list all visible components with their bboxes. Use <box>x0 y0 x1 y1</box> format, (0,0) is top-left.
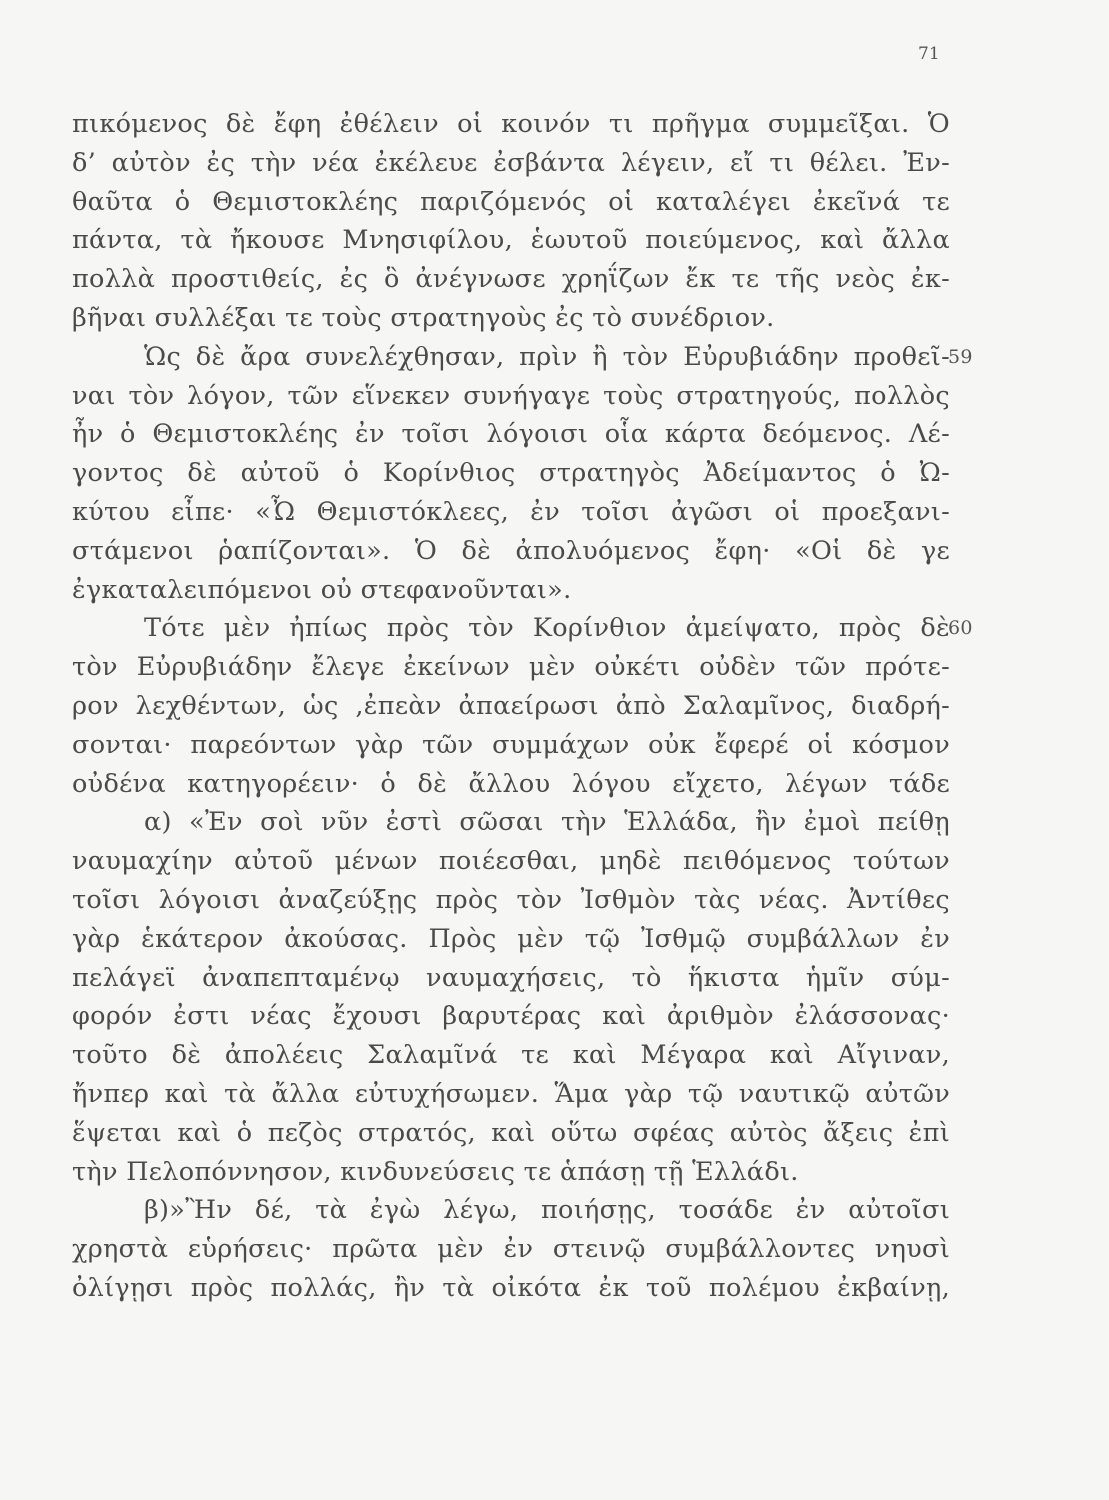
text-line <box>72 1191 950 1230</box>
text-line <box>72 842 950 881</box>
text-line-content: α) «Ἐν σοὶ νῦν ἐστὶ σῶσαι τὴν Ἑλλάδα, ἢν ἐμοὶ πείθῃ <box>144 807 950 838</box>
text-line-content: β)»Ἢν δέ, τὰ ἐγὼ λέγω, ποιήσῃς, τοσάδε ἐν αὐτοῖσι <box>144 1195 950 1226</box>
section-number: 59 <box>948 345 973 368</box>
text-line <box>72 920 950 959</box>
text-line-content: τοῖσι λόγοισι ἀναζεύξῃς πρὸς τὸν Ἰσθμὸν τὰς νέας. Ἀντίθες <box>72 884 950 915</box>
text-line <box>72 726 950 765</box>
text-line-content: πελάγεϊ ἀναπεπταμένῳ ναυμαχήσεις, τὸ ἥκιστα ἡμῖν σύμ- <box>72 962 950 993</box>
text-line-content: ἐγκαταλειπόμενοι οὐ στεφανοῦνται». <box>72 574 572 605</box>
text-line <box>72 493 950 532</box>
text-line-content: θαῦτα ὁ Θεμιστοκλέης παριζόμενός οἱ καταλέγει ἐκεῖνά τε <box>72 186 950 217</box>
text-line-content: γοντος δὲ αὐτοῦ ὁ Κορίνθιος στρατηγὸς Ἀδείμαντος ὁ Ὠ- <box>72 458 950 489</box>
text-line-content: δ’ αὐτὸν ἐς τὴν νέα ἐκέλευε ἐσβάντα λέγειν, εἴ τι θέλει. Ἐν- <box>72 147 950 178</box>
text-line-content: ναι τὸν λόγον, τῶν εἵνεκεν συνήγαγε τοὺς στρατηγούς, πολλὸς <box>72 380 950 411</box>
page-number: 71 <box>918 44 940 64</box>
text-line <box>72 687 950 726</box>
text-line <box>72 1153 950 1192</box>
text-line-content: ναυμαχίην αὐτοῦ μένων ποιέεσθαι, μηδὲ πειθόμενος τούτων <box>72 846 950 877</box>
text-line <box>72 1036 950 1075</box>
text-line-content: τοῦτο δὲ ἀπολέεις Σαλαμῖνά τε καὶ Μέγαρα καὶ Αἴγιναν, <box>72 1040 950 1071</box>
text-line <box>72 648 950 687</box>
text-line-content: Τότε μὲν ἠπίως πρὸς τὸν Κορίνθιον ἀμείψατο, πρὸς δὲ <box>144 613 950 644</box>
text-line-content: ἦν ὁ Θεμιστοκλέης ἐν τοῖσι λόγοισι οἷα κάρτα δεόμενος. Λέ- <box>72 419 950 450</box>
text-line-content: φορόν ἐστι νέας ἔχουσι βαρυτέρας καὶ ἀριθμὸν ἐλάσσονας· <box>72 1001 950 1032</box>
text-line-content: πικόμενος δὲ ἔφη ἐθέλειν οἱ κοινόν τι πρῆγμα συμμεῖξαι. Ὁ <box>72 109 950 139</box>
text-line <box>72 959 950 998</box>
text-line <box>72 299 950 338</box>
text-line <box>72 765 950 804</box>
text-line <box>72 338 973 377</box>
text-line-content: Ὡς δὲ ἄρα συνελέχθησαν, πρὶν ἢ τὸν Εὐρυβιάδην προθεῖ- <box>144 341 950 372</box>
text-line <box>72 377 950 416</box>
text-line-content: τὸν Εὐρυβιάδην ἔλεγε ἐκείνων μὲν οὐκέτι οὐδὲν τῶν πρότε- <box>72 652 950 683</box>
text-line <box>72 144 950 183</box>
text-line-content: ἤνπερ καὶ τὰ ἄλλα εὐτυχήσωμεν. Ἅμα γὰρ τῷ ναυτικῷ αὐτῶν <box>72 1078 950 1109</box>
text-line-content: κύτου εἶπε· «Ὦ Θεμιστόκλεες, ἐν τοῖσι ἀγῶσι οἱ προεξανι- <box>72 496 950 527</box>
text-line <box>72 183 950 222</box>
text-line <box>72 1230 950 1269</box>
text-line <box>72 454 950 493</box>
text-line-content: ἕψεται καὶ ὁ πεζὸς στρατός, καὶ οὕτω σφέας αὐτὸς ἄξεις ἐπὶ <box>72 1117 950 1148</box>
text-line-content: χρηστὰ εὑρήσεις· πρῶτα μὲν ἐν στεινῷ συμβάλλοντες νηυσὶ <box>72 1234 950 1265</box>
text-line <box>72 415 950 454</box>
text-line <box>72 609 973 648</box>
text-line <box>72 221 950 260</box>
text-line-content: πάντα, τὰ ἤκουσε Μνησιφίλου, ἑωυτοῦ ποιεύμενος, καὶ ἄλλα <box>72 225 950 256</box>
text-line <box>72 997 950 1036</box>
section-number: 60 <box>948 617 973 640</box>
text-line <box>72 881 950 920</box>
text-line-content: ρον λεχθέντων, ὡς ,ἐπεὰν ἀπαείρωσι ἀπὸ Σαλαμῖνος, διαδρή- <box>72 690 950 721</box>
text-line <box>72 1075 950 1114</box>
text-line-content: τὴν Πελοπόννησον, κινδυνεύσεις τε ἁπάσῃ τῇ Ἑλλάδι. <box>72 1156 799 1187</box>
text-line <box>72 1269 950 1308</box>
text-line <box>72 532 950 571</box>
text-line <box>72 1114 950 1153</box>
greek-text-body <box>72 98 973 1308</box>
text-line-content: ὀλίγῃσι πρὸς πολλάς, ἢν τὰ οἰκότα ἐκ τοῦ πολέμου ἐκβαίνῃ, <box>72 1272 950 1303</box>
text-line-content: σονται· παρεόντων γὰρ τῶν συμμάχων οὐκ ἔφερέ οἱ κόσμον <box>72 729 950 760</box>
text-line <box>72 260 950 299</box>
text-line-content: πολλὰ προστιθείς, ἐς ὃ ἀνέγνωσε χρηΐζων ἔκ τε τῆς νεὸς ἐκ- <box>72 264 950 295</box>
text-line-content: στάμενοι ῥαπίζονται». Ὁ δὲ ἀπολυόμενος ἔφη· «Οἱ δὲ γε <box>72 535 950 566</box>
text-line-content: βῆναι συλλέξαι τε τοὺς στρατηγοὺς ἐς τὸ συνέδριον. <box>72 302 775 333</box>
text-line <box>72 105 950 144</box>
text-line <box>72 803 950 842</box>
text-line-content: οὐδένα κατηγορέειν· ὁ δὲ ἄλλου λόγου εἴχετο, λέγων τάδε <box>72 768 950 799</box>
text-line <box>72 571 950 610</box>
text-line-content: γὰρ ἑκάτερον ἀκούσας. Πρὸς μὲν τῷ Ἰσθμῷ συμβάλλων ἐν <box>72 923 950 954</box>
